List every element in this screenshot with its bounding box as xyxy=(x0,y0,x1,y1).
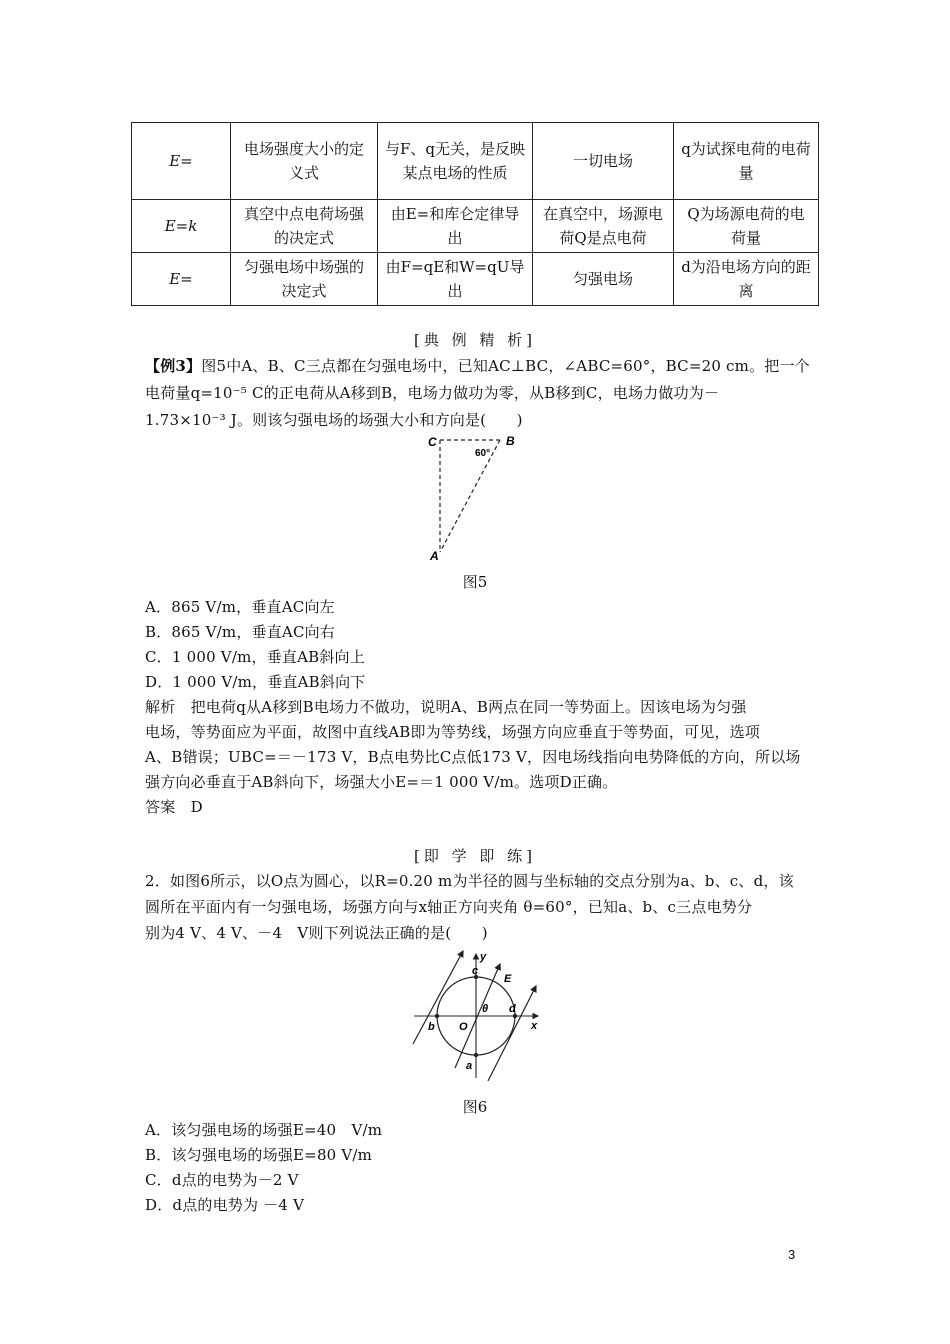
page-number: 3 xyxy=(788,1247,796,1262)
figure-caption: 图6 xyxy=(462,1098,488,1116)
point-b xyxy=(435,1014,439,1018)
section-heading-practice: [即 学 即 练] xyxy=(413,847,536,865)
angle-label: 60° xyxy=(475,448,491,459)
label-b: b xyxy=(428,1021,435,1033)
label-e: E xyxy=(504,973,512,985)
formula-table xyxy=(131,122,819,306)
table-cell: Q为场源电荷的电荷量 xyxy=(674,200,819,253)
label-o: O xyxy=(459,1021,468,1033)
label-c: c xyxy=(472,965,479,977)
table-cell: 一切电场 xyxy=(533,123,674,200)
table-cell: 与F、q无关，是反映某点电场的性质 xyxy=(378,123,533,200)
table-cell: 真空中点电荷场强的决定式 xyxy=(231,200,378,253)
option-d: D．1 000 V/m，垂直AB斜向下 xyxy=(145,673,366,691)
analysis-line: 强方向必垂直于AB斜向下，场强大小E=＝1 000 V/m。选项D正确。 xyxy=(145,773,618,791)
table-cell: 匀强电场 xyxy=(533,253,674,306)
point-a xyxy=(474,1053,478,1057)
label-x: x xyxy=(531,1020,538,1032)
example-line: 电荷量q=10⁻⁵ C的正电荷从A移到B，电场力做功为零，从B移到C，电场力做功为－ xyxy=(145,384,720,402)
table-cell: E= xyxy=(132,123,231,200)
option-b: B．该匀强电场的场强E=80 V/m xyxy=(145,1146,373,1164)
label-b: B xyxy=(506,434,515,448)
option-c: C．1 000 V/m，垂直AB斜向上 xyxy=(145,648,365,666)
label-y: y xyxy=(480,951,487,963)
table-row xyxy=(132,123,819,200)
example-line xyxy=(145,356,810,376)
table-cell: 在真空中，场源电荷Q是点电荷 xyxy=(533,200,674,253)
table-cell: 由F=qE和W=qU导出 xyxy=(378,253,533,306)
table-row xyxy=(132,253,819,306)
table-row xyxy=(132,200,819,253)
example-tag: 【例3】 xyxy=(145,357,202,375)
option-d: D．d点的电势为 －4 V xyxy=(145,1196,305,1214)
segment-ba xyxy=(440,440,500,552)
analysis-line: A、B错误；UBC=＝－173 V，B点电势比C点低173 V，因电场线指向电势降低的方向，所以场 xyxy=(145,748,801,766)
label-c: C xyxy=(428,435,437,449)
label-theta: θ xyxy=(482,1003,489,1015)
question-line: 2．如图6所示，以O点为圆心，以R=0.20 m为半径的圆与坐标轴的交点分别为a、b、c、d，该 xyxy=(145,872,794,890)
label-d: d xyxy=(509,1003,516,1015)
example-line: 1.73×10⁻³ J。则该匀强电场的场强大小和方向是( ) xyxy=(145,411,523,429)
triangle-figure xyxy=(420,432,530,566)
table-cell: d为沿电场方向的距离 xyxy=(674,253,819,306)
circle-field-figure xyxy=(408,948,548,1084)
option-c: C．d点的电势为－2 V xyxy=(145,1171,299,1189)
option-a: A．该匀强电场的场强E=40 V/m xyxy=(145,1121,383,1139)
question-line: 圆所在平面内有一匀强电场，场强方向与x轴正方向夹角 θ=60°，已知a、b、c三点电势分 xyxy=(145,898,753,916)
table-cell: 电场强度大小的定义式 xyxy=(231,123,378,200)
table-cell: E=k xyxy=(132,200,231,253)
option-a: A．865 V/m，垂直AC向左 xyxy=(145,598,335,616)
table-cell: 匀强电场中场强的决定式 xyxy=(231,253,378,306)
figure-caption: 图5 xyxy=(462,573,488,591)
analysis-line: 电场，等势面应为平面，故图中直线AB即为等势线，场强方向应垂直于等势面，可见，选项 xyxy=(145,723,761,741)
table-cell: 由E=和库仑定律导出 xyxy=(378,200,533,253)
option-b: B．865 V/m，垂直AC向右 xyxy=(145,623,336,641)
table-cell: q为试探电荷的电荷量 xyxy=(674,123,819,200)
label-a: A xyxy=(430,549,439,563)
question-line: 别为4 V、4 V、－4 V则下列说法正确的是( ) xyxy=(145,924,488,942)
label-a: a xyxy=(466,1060,473,1072)
analysis-line: 解析 把电荷q从A移到B电场力不做功，说明A、B两点在同一等势面上。因该电场为匀强 xyxy=(145,698,747,716)
section-heading-example: [典 例 精 析] xyxy=(413,331,536,349)
field-line-left xyxy=(413,951,463,1044)
table-cell: E= xyxy=(132,253,231,306)
answer-line: 答案 D xyxy=(145,798,203,816)
example-text: 图5中A、B、C三点都在匀强电场中，已知AC⊥BC，∠ABC=60°，BC=20 cm。把一个 xyxy=(201,357,810,375)
